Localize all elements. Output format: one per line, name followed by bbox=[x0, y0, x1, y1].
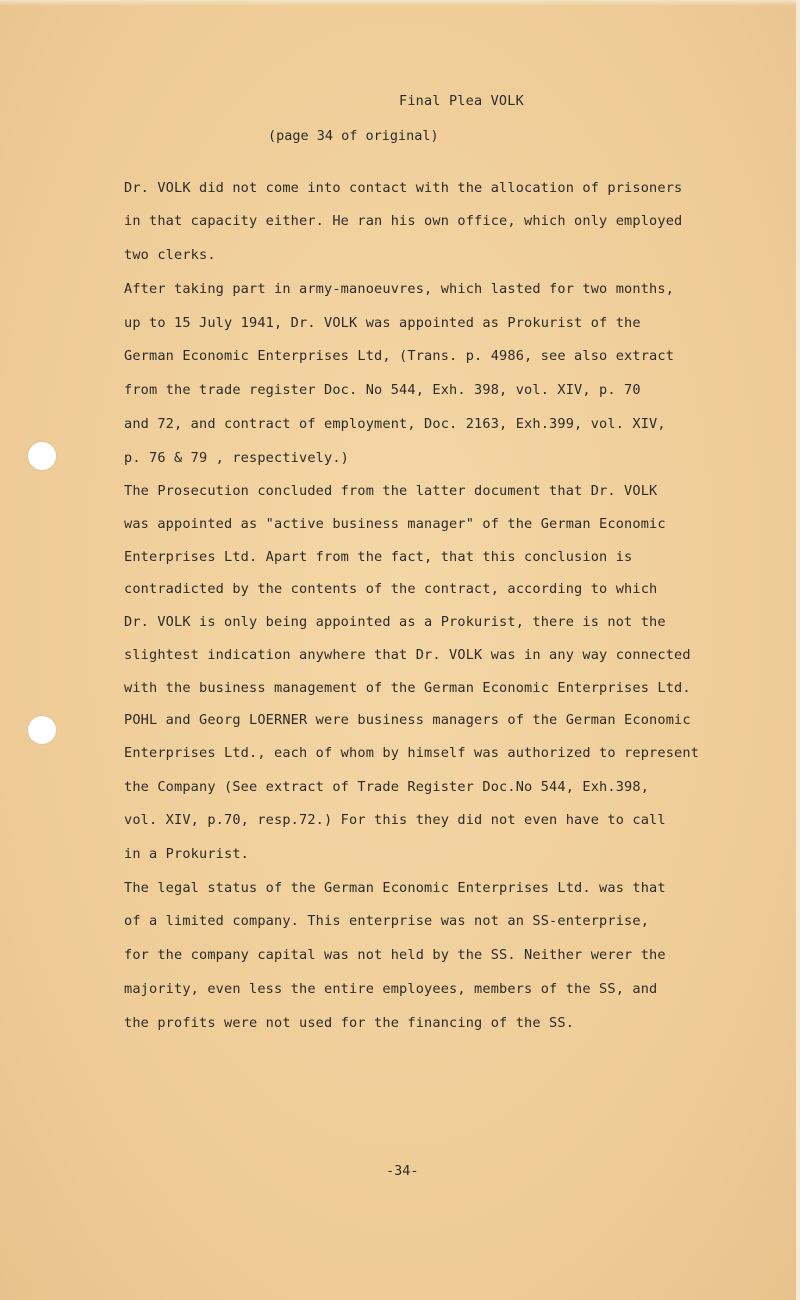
text-line: up to 15 July 1941, Dr. VOLK was appointed as Prokurist of the bbox=[124, 315, 641, 331]
text-line: The Prosecution concluded from the latter document that Dr. VOLK bbox=[124, 483, 658, 499]
punch-hole bbox=[28, 442, 56, 470]
text-line: the profits were not used for the financing of the SS. bbox=[124, 1015, 575, 1031]
text-line: in that capacity either. He ran his own office, which only employed bbox=[124, 213, 683, 229]
text-line: for the company capital was not held by the SS. Neither werer the bbox=[124, 947, 666, 963]
text-line: of a limited company. This enterprise was not an SS-enterprise, bbox=[124, 913, 650, 929]
text-line: The legal status of the German Economic Enterprises Ltd. was that bbox=[124, 880, 666, 896]
text-line: the Company (See extract of Trade Register Doc.No 544, Exh.398, bbox=[124, 779, 650, 795]
text-line: POHL and Georg LOERNER were business managers of the German Economic bbox=[124, 712, 691, 728]
text-line: in a Prokurist. bbox=[124, 846, 250, 862]
text-line: p. 76 & 79 , respectively.) bbox=[124, 450, 350, 466]
text-line: Enterprises Ltd. Apart from the fact, that this conclusion is bbox=[124, 549, 633, 565]
page-top-edge bbox=[0, 0, 800, 6]
page-right-edge bbox=[796, 0, 800, 1300]
text-line: from the trade register Doc. No 544, Exh. 398, vol. XIV, p. 70 bbox=[124, 382, 641, 398]
page-number: -34- bbox=[386, 1163, 419, 1179]
text-line: contradicted by the contents of the contract, according to which bbox=[124, 581, 658, 597]
text-line: vol. XIV, p.70, resp.72.) For this they did not even have to call bbox=[124, 812, 666, 828]
text-line: German Economic Enterprises Ltd, (Trans. p. 4986, see also extract bbox=[124, 348, 675, 364]
text-line: and 72, and contract of employment, Doc. 2163, Exh.399, vol. XIV, bbox=[124, 416, 666, 432]
text-line: majority, even less the entire employees, members of the SS, and bbox=[124, 981, 658, 997]
text-line: was appointed as "active business manager" of the German Economic bbox=[124, 516, 666, 532]
text-line: with the business management of the German Economic Enterprises Ltd. bbox=[124, 680, 691, 696]
text-line: After taking part in army-manoeuvres, which lasted for two months, bbox=[124, 281, 675, 297]
document-title: Final Plea VOLK bbox=[399, 93, 524, 109]
text-line: Enterprises Ltd., each of whom by himself was authorized to represent bbox=[124, 745, 700, 761]
text-line: Dr. VOLK is only being appointed as a Prokurist, there is not the bbox=[124, 614, 666, 630]
text-line: two clerks. bbox=[124, 247, 216, 263]
text-line: slightest indication anywhere that Dr. VOLK was in any way connected bbox=[124, 647, 691, 663]
page-reference: (page 34 of original) bbox=[268, 128, 439, 144]
text-line: Dr. VOLK did not come into contact with the allocation of prisoners bbox=[124, 180, 683, 196]
punch-hole bbox=[28, 716, 56, 744]
